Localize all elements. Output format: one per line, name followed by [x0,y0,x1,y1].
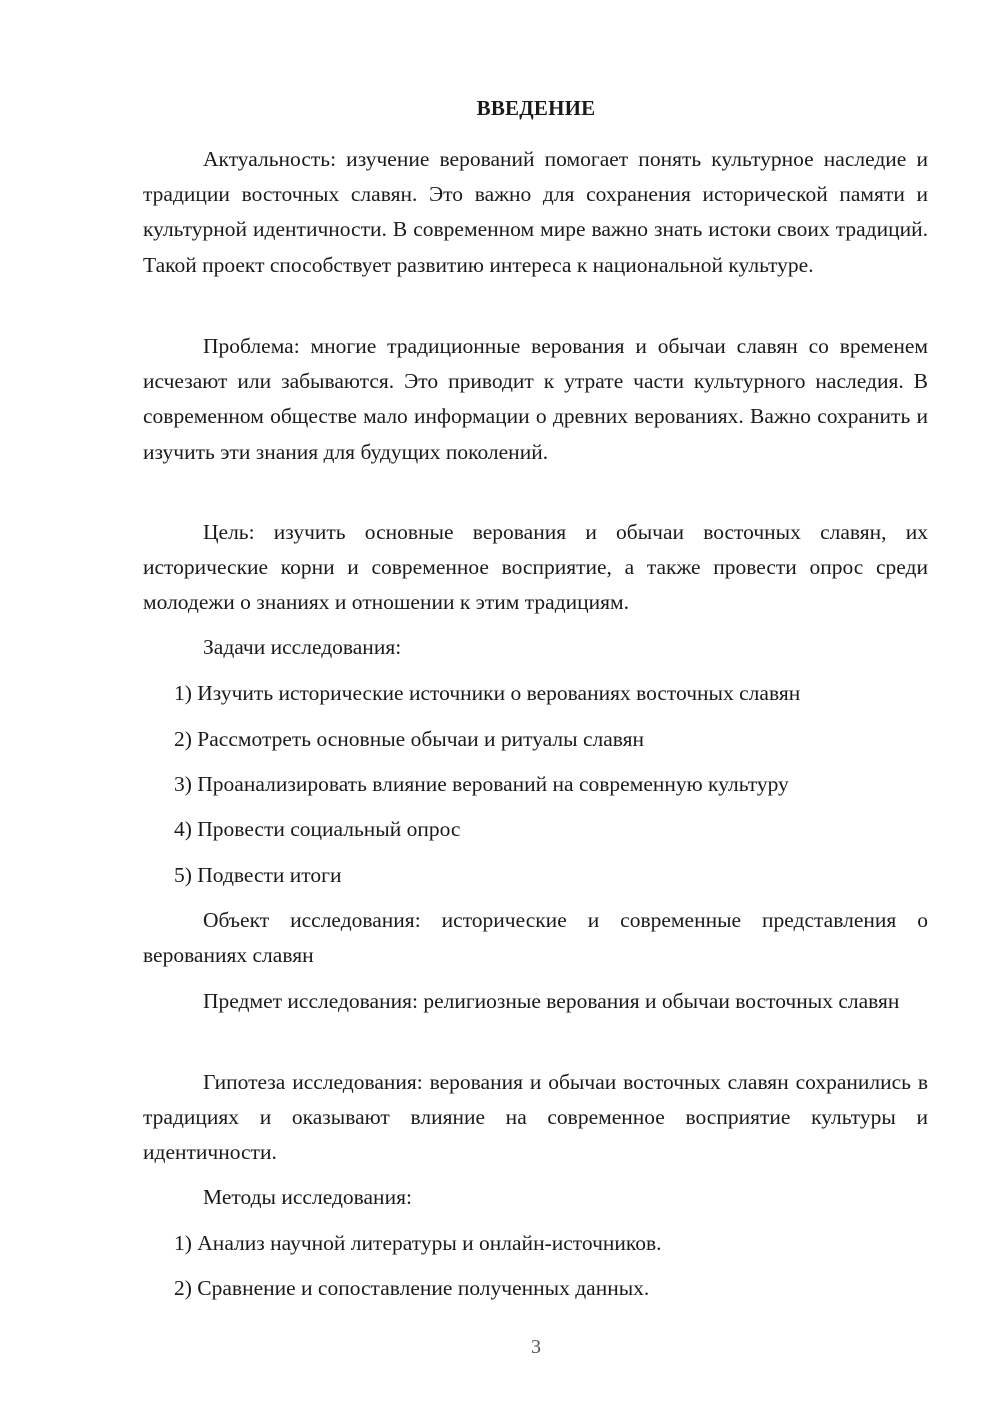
task-item: 3) Проанализировать влияние верований на современную культуру [174,772,789,796]
task-item: 2) Рассмотреть основные обычаи и ритуалы славян [174,727,645,751]
paragraph-goal: Цель: изучить основные верования и обычаи восточных славян, их исторические корни и современное восприятие, а также провести опрос среди молодежи о знаниях и отношении к этим традициям. [143,520,928,615]
method-item: 2) Сравнение и сопоставление полученных данных. [174,1276,650,1300]
paragraph-hypothesis: Гипотеза исследования: верования и обычаи восточных славян сохранились в традициях и оказывают влияние на современное восприятие культуры и идентичности. [143,1070,928,1165]
method-item: 1) Анализ научной литературы и онлайн-источников. [174,1231,662,1255]
page-number: 3 [531,1336,541,1358]
task-item: 5) Подвести итоги [174,863,342,887]
paragraph-problem: Проблема: многие традиционные верования и обычаи славян со временем исчезают или забываются. Это приводит к утрате части культурного наследия. В современном обществе мало информации о древних верованиях. Важно сохранить и изучить эти знания для будущих поколений. [143,334,928,464]
section-title: ВВЕДЕНИЕ [476,96,596,120]
paragraph-object: Объект исследования: исторические и современные представления о верованиях славян [143,908,928,968]
task-item: 1) Изучить исторические источники о верованиях восточных славян [174,681,801,705]
task-item: 4) Провести социальный опрос [174,817,461,841]
methods-heading: Методы исследования: [203,1185,412,1209]
paragraph-subject: Предмет исследования: религиозные верования и обычаи восточных славян [203,989,900,1013]
paragraph-relevance: Актуальность: изучение верований помогает понять культурное наследие и традиции восточных славян. Это важно для сохранения исторической памяти и культурной идентичности. В современном мире важно знать истоки своих традиций. Такой проект способствует развитию интереса к национальной культуре. [143,147,928,277]
tasks-heading: Задачи исследования: [203,635,402,659]
